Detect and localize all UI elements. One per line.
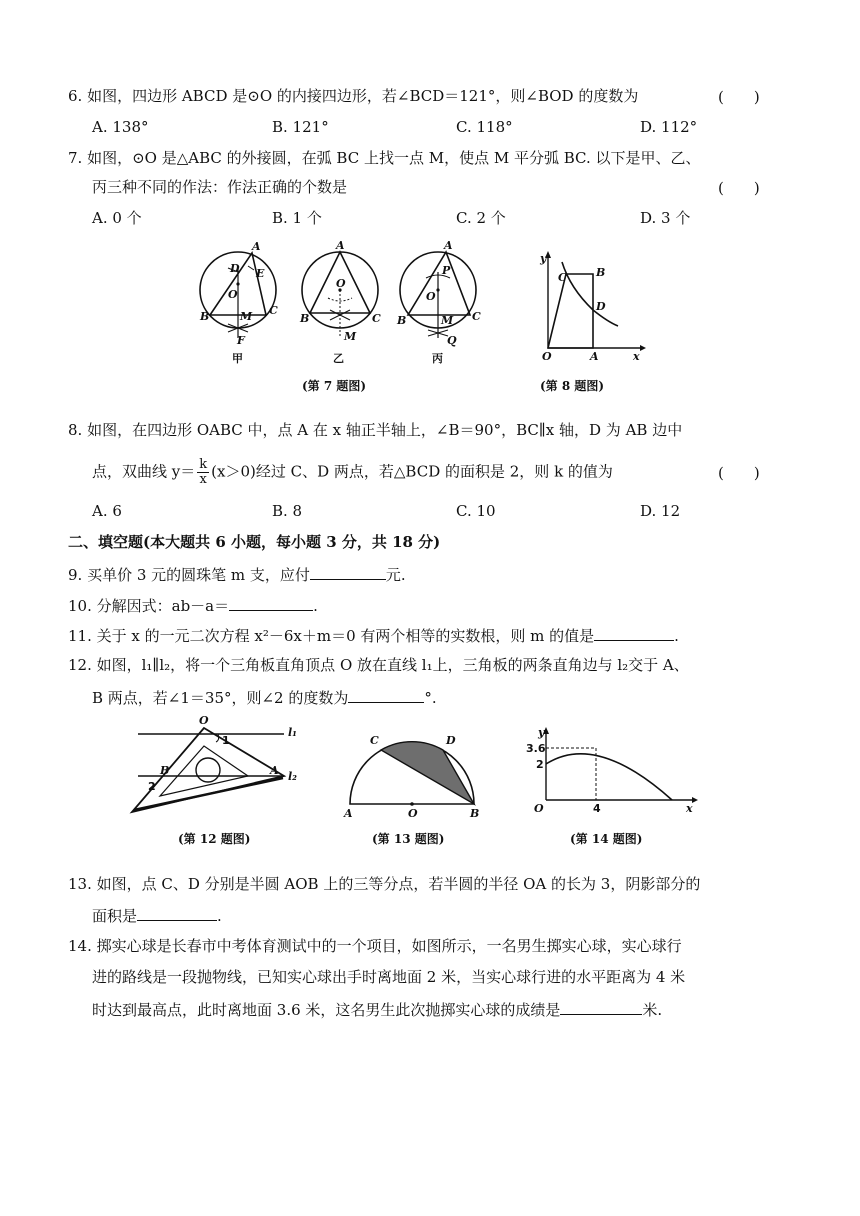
section-2-heading: 二、填空题(本大题共 6 小题，每小题 3 分，共 18 分) bbox=[68, 533, 441, 551]
option-d: D. 12 bbox=[640, 502, 681, 520]
fraction-denominator: x bbox=[199, 472, 207, 487]
question-12-degree: °. bbox=[424, 689, 437, 707]
answer-blank bbox=[348, 686, 424, 703]
question-6-text: 6. 如图，四边形 ABCD 是⊙O 的内接四边形，若∠BCD＝121°，则∠BOD 的度数为 bbox=[68, 87, 639, 105]
question-13-line2-text: 面积是 bbox=[92, 907, 138, 925]
label-O: O bbox=[336, 277, 346, 290]
label-l2: l₂ bbox=[288, 770, 297, 783]
fraction-k-over-x bbox=[197, 458, 209, 487]
label-B: B bbox=[596, 266, 606, 279]
question-14-line1: 14. 掷实心球是长春市中考体育测试中的一个项目，如图所示，一名男生掷实心球，实心球行 bbox=[68, 937, 682, 955]
option-b: B. 1 个 bbox=[272, 209, 322, 227]
label-B: B bbox=[300, 312, 310, 325]
question-14-unit: 米. bbox=[642, 1001, 663, 1019]
question-7-line1: 7. 如图，⊙O 是△ABC 的外接圆，在弧 BC 上找一点 M，使点 M 平分弧 BC. 以下是甲、乙、 bbox=[68, 149, 701, 167]
label-O: O bbox=[408, 807, 418, 820]
question-14-line3-text: 时达到最高点，此时离地面 3.6 米，这名男生此次抛掷实心球的成绩是 bbox=[92, 1001, 561, 1019]
question-9 bbox=[68, 563, 406, 585]
figure-12-caption: (第 12 题图) bbox=[178, 832, 251, 846]
question-8-line2 bbox=[92, 458, 613, 487]
question-9-text: 9. 买单价 3 元的圆珠笔 m 支，应付 bbox=[68, 566, 310, 584]
label-4: 4 bbox=[593, 802, 601, 815]
question-13-line1: 13. 如图，点 C、D 分别是半圆 AOB 上的三等分点，若半圆的半径 OA 的长为 3，阴影部分的 bbox=[68, 875, 701, 893]
label-2: 2 bbox=[536, 758, 544, 771]
option-a: A. 6 bbox=[92, 502, 122, 520]
label-y: y bbox=[540, 252, 547, 265]
option-c: C. 10 bbox=[456, 502, 496, 520]
figure-7-yi-name: 乙 bbox=[333, 352, 344, 365]
question-10 bbox=[68, 594, 318, 616]
answer-parentheses: ( ) bbox=[718, 464, 760, 482]
label-angle-1: 1 bbox=[222, 734, 230, 747]
label-F: F bbox=[237, 334, 245, 347]
label-E: E bbox=[256, 267, 265, 280]
question-11-text: 11. 关于 x 的一元二次方程 x²－6x＋m＝0 有两个相等的实数根，则 m 的值是 bbox=[68, 627, 595, 645]
question-12-line2-text: B 两点，若∠1＝35°，则∠2 的度数为 bbox=[92, 689, 349, 707]
question-11 bbox=[68, 624, 679, 646]
label-M: M bbox=[344, 330, 357, 343]
figure-8-caption: (第 8 题图) bbox=[540, 379, 605, 393]
label-A: A bbox=[444, 239, 453, 252]
question-8-line2-end: (x＞0)经过 C、D 两点，若△BCD 的面积是 2，则 k 的值为 bbox=[211, 462, 613, 481]
answer-blank bbox=[229, 594, 313, 611]
figure-7-yi bbox=[299, 239, 381, 365]
question-7-line2: 丙三种不同的作法：作法正确的个数是 bbox=[92, 178, 348, 196]
figure-7-caption: (第 7 题图) bbox=[302, 379, 367, 393]
label-y: y bbox=[538, 726, 545, 739]
figure-7-bing bbox=[396, 239, 481, 365]
label-B: B bbox=[160, 764, 170, 777]
label-l1: l₁ bbox=[288, 726, 297, 739]
figure-14-caption: (第 14 题图) bbox=[570, 832, 643, 846]
question-14-line2: 进的路线是一段抛物线，已知实心球出手时离地面 2 米，当实心球行进的水平距离为 4 米 bbox=[92, 968, 686, 986]
label-P: P bbox=[442, 264, 451, 277]
figure-7-bing-name: 丙 bbox=[432, 352, 443, 365]
question-11-end: . bbox=[674, 627, 679, 645]
answer-blank bbox=[594, 624, 674, 641]
label-A: A bbox=[344, 807, 353, 820]
answer-parentheses: ( ) bbox=[718, 179, 760, 197]
question-13-end: . bbox=[217, 907, 222, 925]
question-10-end: . bbox=[313, 597, 318, 615]
label-C: C bbox=[472, 310, 481, 323]
label-3-6: 3.6 bbox=[526, 742, 546, 755]
option-a: A. 138° bbox=[92, 118, 149, 136]
figure-7-jia bbox=[199, 240, 278, 365]
question-14-line3 bbox=[92, 998, 662, 1020]
label-D: D bbox=[446, 734, 456, 747]
label-O: O bbox=[542, 350, 552, 363]
label-Q: Q bbox=[447, 334, 457, 347]
figure-7-jia-name: 甲 bbox=[232, 352, 243, 365]
option-c: C. 118° bbox=[456, 118, 513, 136]
answer-blank bbox=[137, 904, 217, 921]
question-10-text: 10. 分解因式：ab－a＝ bbox=[68, 597, 230, 615]
question-8-line2-start: 点，双曲线 y＝ bbox=[92, 462, 196, 481]
figure-13 bbox=[340, 724, 486, 820]
label-D: D bbox=[596, 300, 606, 313]
label-B: B bbox=[200, 310, 210, 323]
label-A: A bbox=[270, 764, 279, 777]
question-12-line2 bbox=[92, 686, 437, 708]
label-O: O bbox=[534, 802, 544, 815]
label-M: M bbox=[441, 314, 454, 327]
label-C: C bbox=[558, 271, 567, 284]
figure-14 bbox=[526, 726, 702, 820]
answer-blank bbox=[310, 563, 386, 580]
label-O: O bbox=[199, 714, 209, 727]
answer-blank bbox=[560, 998, 642, 1015]
label-M: M bbox=[240, 310, 253, 323]
option-b: B. 121° bbox=[272, 118, 329, 136]
question-8-line1: 8. 如图，在四边形 OABC 中，点 A 在 x 轴正半轴上，∠B＝90°，BC∥x 轴，D 为 AB 边中 bbox=[68, 421, 683, 439]
option-a: A. 0 个 bbox=[92, 209, 142, 227]
label-B: B bbox=[470, 807, 480, 820]
option-c: C. 2 个 bbox=[456, 209, 506, 227]
label-B: B bbox=[397, 314, 407, 327]
figure-13-caption: (第 13 题图) bbox=[372, 832, 445, 846]
option-d: D. 112° bbox=[640, 118, 698, 136]
option-b: B. 8 bbox=[272, 502, 303, 520]
question-13-line2 bbox=[92, 904, 222, 926]
option-d: D. 3 个 bbox=[640, 209, 691, 227]
figure-7 bbox=[190, 240, 490, 370]
label-A: A bbox=[252, 240, 261, 253]
question-9-unit: 元. bbox=[385, 566, 406, 584]
label-O: O bbox=[426, 290, 436, 303]
answer-parentheses: ( ) bbox=[718, 88, 760, 106]
figure-12 bbox=[128, 712, 308, 824]
label-D: D bbox=[230, 262, 240, 275]
label-A: A bbox=[590, 350, 599, 363]
label-C: C bbox=[269, 304, 278, 317]
label-C: C bbox=[372, 312, 381, 325]
label-A: A bbox=[336, 239, 345, 252]
fraction-numerator: k bbox=[199, 457, 208, 472]
label-C: C bbox=[370, 734, 379, 747]
label-O: O bbox=[228, 288, 238, 301]
figure-8 bbox=[518, 248, 648, 368]
question-12-line1: 12. 如图，l₁∥l₂，将一个三角板直角顶点 O 放在直线 l₁上，三角板的两条直角边与 l₂交于 A、 bbox=[68, 656, 689, 674]
label-x: x bbox=[686, 802, 693, 815]
label-x: x bbox=[633, 350, 640, 363]
label-angle-2: 2 bbox=[148, 780, 156, 793]
